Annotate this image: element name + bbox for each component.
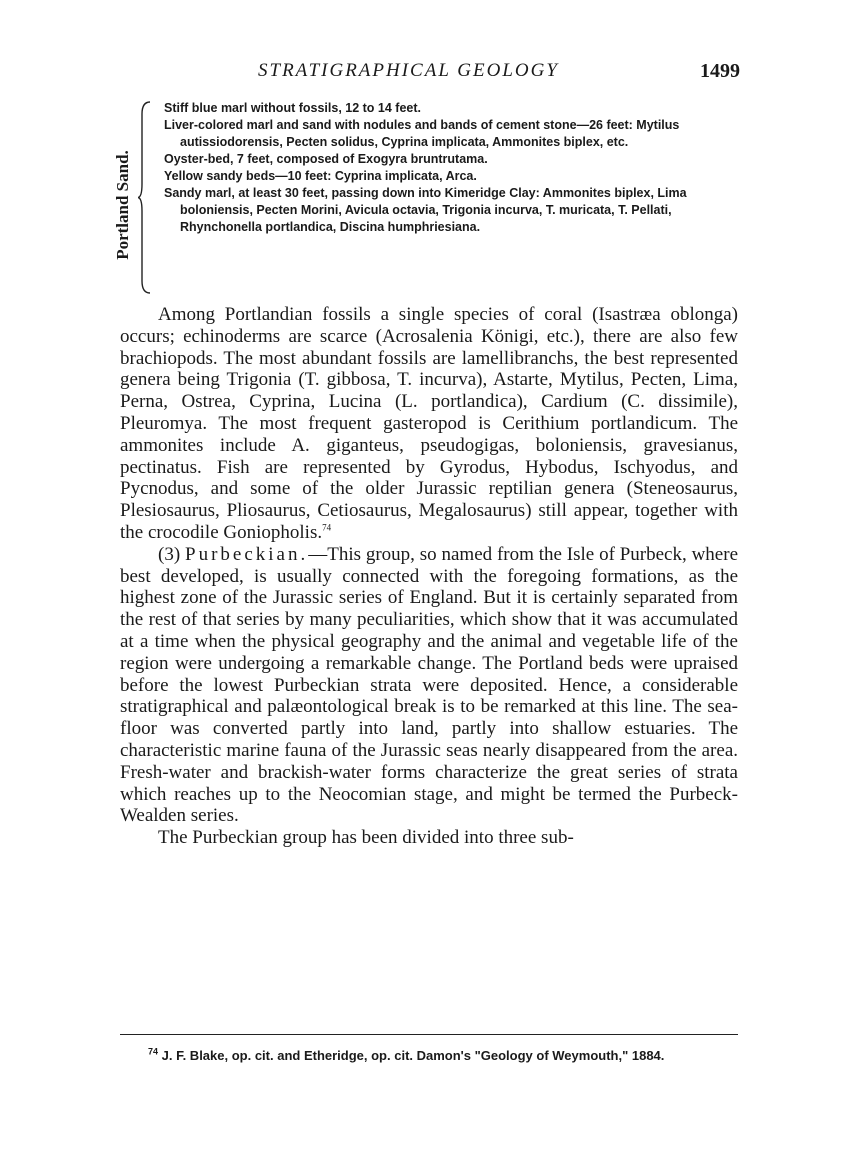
- section-heading: Purbeckian.: [185, 543, 309, 565]
- page-header: [120, 60, 740, 92]
- bed-item: Sandy marl, at least 30 feet, passing down into Kimeridge Clay: Ammonites biplex, Lima boloniensis, Pecten Morini, Avicula octavia, Trigonia incurva, T. muricata, T. Pellati, Rhynchonella portlandica, Discina humphriesiana.: [164, 186, 687, 234]
- side-label-text: Portland Sand.: [113, 150, 132, 260]
- footnote-text: J. F. Blake, op. cit. and Etheridge, op. cit. Damon's "Geology of Weymouth," 1884.: [158, 1048, 665, 1063]
- section-number: (3): [158, 543, 181, 565]
- footnote-ref: 74: [322, 522, 332, 533]
- bed-item: Oyster-bed, 7 feet, composed of Exogyra bruntrutama.: [164, 152, 488, 166]
- paragraph-text: The Purbeckian group has been divided into three sub-: [158, 827, 574, 849]
- footnote: [120, 1047, 738, 1065]
- paragraph: [120, 827, 738, 849]
- running-title: STRATIGRAPHICAL GEOLOGY: [258, 60, 559, 81]
- paragraph-text: Among Portlandian fossils a single species of coral (Isastræa oblonga) occurs; echinoderms are scarce (Acrosalenia Königi, etc.), there are also few brachiopods. The most abundant fossils are lamellibranchs, the best represented genera being Trigonia (T. gibbosa, T. incurva), Astarte, Mytilus, Pecten, Lima, Perna, Ostrea, Cyprina, Lucina (L. portlandica), Cardium (C. dissimile), Pleuromya. The most frequent gasteropod is Cerithium portlandicum. The ammonites include A. giganteus, pseudogigas, boloniensis, gravesianus, pectinatus. Fish are represented by Gyrodus, Hybodus, Ischyodus, and Pycnodus, and some of the older Jurassic reptilian genera (Steneosaurus, Plesiosaurus, Pliosaurus, Cetiosaurus, Megalosaurus) still appear, together with the crocodile Goniopholis.: [120, 304, 738, 543]
- page-number: 1499: [700, 60, 740, 82]
- bed-list: [164, 100, 748, 236]
- bed-item: Liver-colored marl and sand with nodules and bands of cement stone—26 feet: Mytilus autissiodorensis, Pecten solidus, Cyprina implicata, Ammonites biplex, etc.: [164, 118, 680, 149]
- paragraph: [120, 544, 738, 827]
- section-side-label: [108, 130, 138, 280]
- footnote-number: 74: [148, 1046, 159, 1057]
- footnote-divider: [120, 1034, 738, 1035]
- bed-item: Yellow sandy beds—10 feet: Cyprina implicata, Arca.: [164, 169, 477, 183]
- curly-brace-icon: [138, 100, 154, 295]
- stratigraphic-section: [108, 100, 748, 295]
- bed-item: Stiff blue marl without fossils, 12 to 14 feet.: [164, 101, 421, 115]
- paragraph-text: —This group, so named from the Isle of Purbeck, where best developed, is usually connected with the foregoing formations, as the highest zone of the Jurassic series of England. But it is certainly separated from the rest of that series by many peculiarities, which show that it was accumulated at a time when the physical geography and the animal and vegetable life of the region were undergoing a remarkable change. The Portland beds were upraised before the lowest Purbeckian strata were deposited. Hence, a considerable stratigraphical and palæontological break is to be remarked at this line. The sea-floor was converted partly into land, partly into shallow estuaries. The characteristic marine fauna of the Jurassic seas nearly disappeared from the area. Fresh-water and brackish-water forms characterize the great series of strata which reaches up to the Neocomian stage, and might be termed the Purbeck-Wealden series.: [120, 543, 738, 827]
- paragraph: [120, 304, 738, 544]
- body-text: [120, 304, 738, 849]
